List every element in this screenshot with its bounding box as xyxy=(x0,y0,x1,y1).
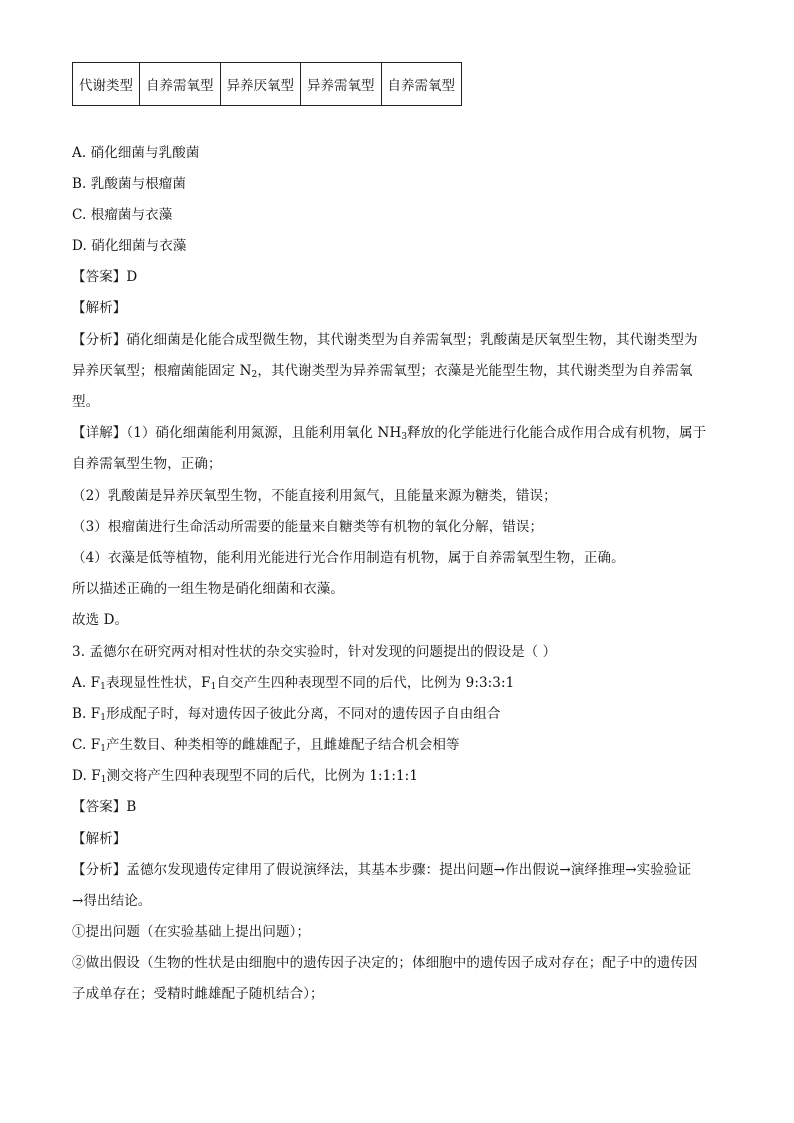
option-b: B. 乳酸菌与根瘤菌 xyxy=(72,176,187,192)
q3-option-a xyxy=(72,673,514,693)
text: 异养厌氧型；根瘤菌能固定 N xyxy=(72,363,252,379)
text: 孟德尔发现遗传定律用了假说演绎法，其基本步骤：提出问题→作出假说→演绎推理→实验验证 xyxy=(126,862,692,878)
answer-line xyxy=(72,267,137,287)
fenxi-line-2 xyxy=(72,361,693,381)
metabolism-type-table xyxy=(72,62,462,106)
xiangjie-line-1 xyxy=(72,423,706,443)
table-cell: 自养需氧型 xyxy=(140,63,221,106)
subscript: 1 xyxy=(100,744,107,754)
answer-value: D xyxy=(126,269,138,285)
answer-tag: 【答案】 xyxy=(72,269,127,285)
answer-tag: 【答案】 xyxy=(72,799,127,815)
analysis-heading: 【解析】 xyxy=(72,300,127,316)
q3-fenxi-line-4: ②做出假设（生物的性状是由细胞中的遗传因子决定的；体细胞中的遗传因子成对存在；配子中的遗传因 xyxy=(72,955,698,971)
text: 产生数目、种类相等的雌雄配子，且雌雄配子结合机会相等 xyxy=(106,737,460,753)
q3-option-b xyxy=(72,704,501,724)
q3-option-d xyxy=(72,766,418,786)
q3-option-c xyxy=(72,735,460,755)
text: 测交将产生四种表现型不同的后代，比例为 1:1:1:1 xyxy=(106,768,419,784)
text: 释放的化学能进行化能合成作用合成有机物，属于 xyxy=(407,425,707,441)
option-c: C. 根瘤菌与衣藻 xyxy=(72,207,173,223)
xiangjie-line-7: 故选 D。 xyxy=(72,612,129,628)
subscript: 1 xyxy=(100,775,107,785)
fenxi-line-3: 型。 xyxy=(72,394,100,410)
text: B. F xyxy=(72,706,101,722)
table-cell: 异养厌氧型 xyxy=(220,63,301,106)
table-cell: 代谢类型 xyxy=(73,63,140,106)
text: 形成配子时，每对遗传因子彼此分离，不同对的遗传因子自由组合 xyxy=(106,706,501,722)
text: D. F xyxy=(72,768,101,784)
q3-answer-line xyxy=(72,797,136,817)
subscript: 1 xyxy=(210,682,217,692)
xiangjie-line-5: （4）衣藻是低等植物，能利用光能进行光合作用制造有机物，属于自养需氧型生物，正确。 xyxy=(72,550,625,566)
table-row xyxy=(73,63,462,106)
xiangjie-line-2: 自养需氧型生物，正确； xyxy=(72,456,222,472)
text: ，其代谢类型为异养需氧型；衣藻是光能型生物，其代谢类型为自养需氧 xyxy=(257,363,693,379)
answer-value: B xyxy=(126,799,137,815)
option-d: D. 硝化细菌与衣藻 xyxy=(72,238,187,254)
subscript: 2 xyxy=(251,370,258,380)
subscript: 1 xyxy=(100,713,107,723)
q3-fenxi-line-5: 子成单存在；受精时雌雄配子随机结合）； xyxy=(72,986,324,1002)
subscript: 3 xyxy=(401,432,408,442)
q3-fenxi-line-1 xyxy=(72,860,691,880)
xiangjie-line-6: 所以描述正确的一组生物是硝化细菌和衣藻。 xyxy=(72,581,344,597)
text: C. F xyxy=(72,737,101,753)
text: 自交产生四种表现型不同的后代，比例为 9:3:3:1 xyxy=(216,675,515,691)
q3-fenxi-line-2: →得出结论。 xyxy=(72,893,152,909)
table-cell: 异养需氧型 xyxy=(301,63,382,106)
xiangjie-line-4: （3）根瘤菌进行生命活动所需要的能量来自糖类等有机物的氧化分解，错误； xyxy=(72,519,544,535)
table-cell: 自养需氧型 xyxy=(381,63,462,106)
question-3-stem: 3. 孟德尔在研究两对相对性状的杂交实验时，针对发现的问题提出的假设是（ ） xyxy=(72,644,557,660)
q3-fenxi-line-3: ①提出问题（在实验基础上提出问题）； xyxy=(72,924,311,940)
text: 硝化细菌是化能合成型微生物，其代谢类型为自养需氧型；乳酸菌是厌氧型生物，其代谢类型为 xyxy=(126,332,698,348)
text: A. F xyxy=(72,675,101,691)
q3-analysis-heading: 【解析】 xyxy=(72,831,127,847)
subscript: 1 xyxy=(100,682,106,692)
text: （1）硝化细菌能利用氮源，且能利用氧化 NH xyxy=(126,425,402,441)
fenxi-tag: 【分析】 xyxy=(72,332,127,348)
fenxi-tag: 【分析】 xyxy=(72,862,127,878)
xiangjie-line-3: （2）乳酸菌是异养厌氧型生物，不能直接利用氮气，且能量来源为糖类，错误； xyxy=(72,488,557,504)
xiangjie-tag: 【详解】 xyxy=(72,425,127,441)
fenxi-line-1 xyxy=(72,330,698,350)
option-a: A. 硝化细菌与乳酸菌 xyxy=(72,145,200,161)
text: 表现显性性状，F xyxy=(105,675,211,691)
